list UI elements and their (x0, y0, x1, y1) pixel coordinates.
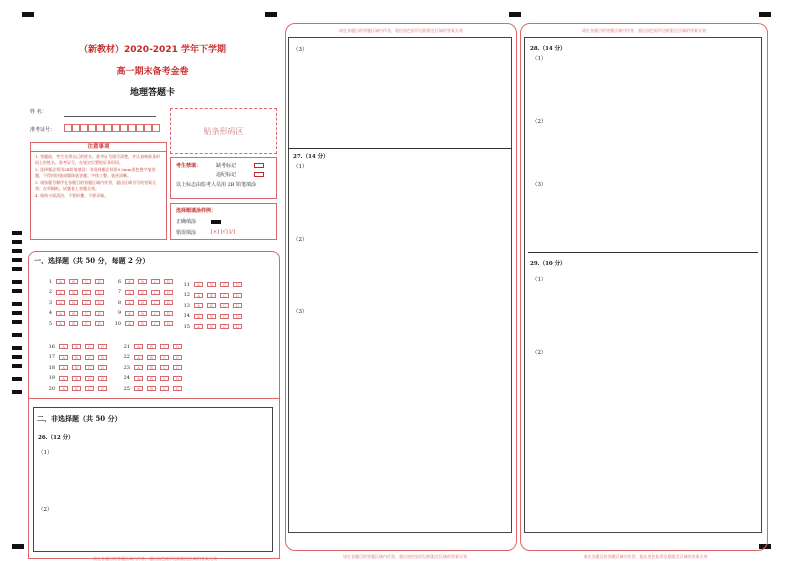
option-bubble-a[interactable]: A (59, 344, 68, 349)
forbid-note: 以上标志由监考人员用 2B 铅笔填涂 (176, 182, 257, 188)
footer-warning-right: 请在各题目的答题区域内作答，超出黑色矩形边框限定区域的答案无效 (583, 554, 708, 559)
option-bubble-a[interactable]: A (125, 311, 134, 316)
option-bubble-d[interactable]: D (164, 311, 173, 316)
option-bubble-c[interactable]: C (82, 279, 91, 284)
option-bubble-a[interactable]: A (59, 365, 68, 370)
option-bubble-d[interactable]: D (98, 376, 107, 381)
absent-label: 缺考标记 (216, 163, 237, 169)
notes-box (30, 142, 167, 240)
q29-part2-label: （2） (532, 350, 547, 356)
option-bubble-c[interactable]: C (82, 321, 91, 326)
exam-year-title: （新教材）2020-2021 学年下学期 (79, 45, 226, 55)
question-number: 23 (123, 364, 130, 371)
option-bubble-a[interactable]: A (125, 300, 134, 305)
question-number: 20 (48, 385, 55, 392)
option-bubble-b[interactable]: B (69, 300, 78, 305)
question-number: 10 (114, 320, 121, 327)
option-bubble-c[interactable]: C (160, 386, 169, 391)
option-bubble-a[interactable]: A (134, 355, 143, 360)
question-number: 16 (48, 343, 55, 350)
option-bubble-b[interactable]: B (207, 282, 216, 287)
absent-mark-box[interactable] (254, 163, 264, 168)
choice-question-7 (111, 289, 177, 296)
option-bubble-a[interactable]: A (56, 321, 65, 326)
option-bubble-b[interactable]: B (207, 303, 216, 308)
note-item: 4. 保持卡面清洁，不要折叠、不要弄破。 (35, 193, 109, 198)
corner-mark-top-left (22, 12, 34, 17)
choice-question-23 (120, 364, 186, 371)
option-bubble-c[interactable]: C (160, 376, 169, 381)
corner-mark-bottom-left (12, 544, 24, 549)
option-bubble-a[interactable]: A (125, 290, 134, 295)
option-bubble-b[interactable]: B (147, 376, 156, 381)
corner-mark-top-mid (265, 12, 277, 17)
middle-warning: 请在各题目的答题区域内作答，超出黑色矩形边框限定区域的答案无效 (339, 28, 463, 33)
option-bubble-d[interactable]: D (173, 386, 182, 391)
option-bubble-c[interactable]: C (151, 279, 160, 284)
choice-question-1 (42, 278, 108, 285)
option-bubble-a[interactable]: A (125, 321, 134, 326)
q27-part2-label: （2） (293, 237, 308, 243)
option-bubble-a[interactable]: A (194, 293, 203, 298)
q28-part3-label: （3） (532, 182, 547, 188)
right-answer-box[interactable] (524, 37, 762, 533)
note-item: 1. 答题前，考生先将自己的姓名、准考证号填写清楚，并认真核准条形码上的姓名、准考证号，在规定位置贴好条形码。 (35, 154, 161, 165)
option-bubble-c[interactable]: C (220, 293, 229, 298)
q26-part1-label: （1） (38, 450, 53, 456)
option-bubble-a[interactable]: A (56, 311, 65, 316)
q26-part3-label: （3） (293, 47, 308, 53)
option-bubble-c[interactable]: C (160, 365, 169, 370)
option-bubble-c[interactable]: C (85, 355, 94, 360)
choice-question-17 (45, 354, 111, 361)
option-bubble-a[interactable]: A (194, 303, 203, 308)
option-bubble-c[interactable]: C (151, 290, 160, 295)
q28-part2-label: （2） (532, 119, 547, 125)
choice-question-3 (42, 299, 108, 306)
option-bubble-b[interactable]: B (69, 290, 78, 295)
option-bubble-d[interactable]: D (98, 365, 107, 370)
question-number: 11 (183, 281, 190, 288)
option-bubble-c[interactable]: C (220, 303, 229, 308)
option-bubble-c[interactable]: C (151, 311, 160, 316)
question-number: 8 (117, 299, 121, 306)
choice-question-5 (42, 320, 108, 327)
question-number: 21 (123, 343, 130, 350)
sample-correct-fill (211, 220, 221, 224)
choice-question-8 (111, 299, 177, 306)
option-bubble-c[interactable]: C (220, 314, 229, 319)
option-bubble-b[interactable]: B (72, 344, 81, 349)
option-bubble-c[interactable]: C (82, 311, 91, 316)
option-bubble-a[interactable]: A (194, 314, 203, 319)
option-bubble-d[interactable]: D (173, 365, 182, 370)
option-bubble-d[interactable]: D (173, 344, 182, 349)
option-bubble-d[interactable]: D (95, 321, 104, 326)
option-bubble-b[interactable]: B (138, 279, 147, 284)
violation-label: 违纪标记 (216, 172, 237, 178)
option-bubble-b[interactable]: B (72, 355, 81, 360)
note-item: 2. 选择题必须用2B铅笔填涂；非选择题必须用0.5mm黑色签字笔答题，不得用铅笔或圆珠笔答题；字体工整、笔迹清晰。 (35, 167, 156, 178)
forbid-title: 考生禁填： (176, 163, 202, 169)
option-bubble-b[interactable]: B (147, 365, 156, 370)
middle-answer-box[interactable] (288, 37, 512, 533)
option-bubble-a[interactable]: A (56, 300, 65, 305)
option-bubble-c[interactable]: C (220, 282, 229, 287)
option-bubble-a[interactable]: A (59, 355, 68, 360)
sample-wrong-label: 错误填涂 (176, 230, 197, 236)
option-bubble-c[interactable]: C (85, 376, 94, 381)
exam-name-title: 高一期末备考金卷 (116, 67, 189, 77)
choice-question-4 (42, 310, 108, 317)
choice-question-9 (111, 310, 177, 317)
question-number: 9 (117, 310, 121, 316)
option-bubble-b[interactable]: B (207, 293, 216, 298)
question-number: 12 (183, 292, 190, 298)
option-bubble-c[interactable]: C (151, 321, 160, 326)
option-bubble-d[interactable]: D (233, 282, 242, 287)
question-number: 17 (48, 354, 55, 360)
option-bubble-c[interactable]: C (160, 355, 169, 360)
answer-sheet-title: 地理答题卡 (129, 88, 175, 98)
exam-id-label: 准考证号： (30, 127, 56, 133)
option-bubble-b[interactable]: B (72, 376, 81, 381)
question-number: 1 (48, 278, 52, 285)
q27-part3-label: （3） (293, 309, 308, 315)
option-bubble-d[interactable]: D (164, 321, 173, 326)
barcode-label: 贴条形码区 (203, 126, 244, 136)
choice-question-18 (45, 364, 111, 371)
choice-question-2 (42, 289, 108, 296)
exam-id-boxes[interactable] (64, 124, 164, 134)
option-bubble-c[interactable]: C (82, 290, 91, 295)
question-number: 5 (48, 320, 52, 327)
q28-part1-label: （1） (532, 56, 547, 62)
option-bubble-b[interactable]: B (147, 386, 156, 391)
sample-wrong-marks: [×] [√] [/] (211, 229, 235, 235)
q27-part1-label: （1） (293, 164, 308, 170)
notes-title: 注意事项 (31, 143, 166, 152)
question-number: 2 (48, 289, 52, 295)
choice-question-22 (120, 354, 186, 361)
option-bubble-c[interactable]: C (220, 324, 229, 329)
option-bubble-d[interactable]: D (95, 290, 104, 295)
question-number: 6 (117, 278, 121, 285)
corner-mark-top-mid2 (509, 12, 521, 17)
choice-question-16 (45, 343, 111, 350)
nonchoice-section-title: 二、非选择题（共 50 分） (37, 414, 122, 423)
option-bubble-a[interactable]: A (194, 282, 203, 287)
option-bubble-d[interactable]: D (233, 314, 242, 319)
option-bubble-d[interactable]: D (98, 386, 107, 391)
question-number: 25 (123, 385, 130, 392)
option-bubble-c[interactable]: C (160, 344, 169, 349)
q28-q29-divider (528, 252, 758, 253)
option-bubble-c[interactable]: C (82, 300, 91, 305)
q26-answer-box[interactable] (33, 407, 273, 552)
question-number: 24 (123, 375, 130, 381)
choice-question-12 (180, 292, 246, 299)
question-number: 3 (48, 299, 52, 306)
question-number: 19 (48, 375, 55, 381)
option-bubble-a[interactable]: A (125, 279, 134, 284)
option-bubble-b[interactable]: B (207, 314, 216, 319)
option-bubble-b[interactable]: B (147, 355, 156, 360)
option-bubble-b[interactable]: B (138, 290, 147, 295)
question-number: 13 (183, 302, 190, 309)
barcode-area (170, 108, 277, 154)
option-bubble-d[interactable]: D (173, 355, 182, 360)
q28-label: 28.（14 分） (530, 46, 566, 52)
q26-q27-divider (288, 148, 512, 149)
option-bubble-d[interactable]: D (164, 290, 173, 295)
option-bubble-c[interactable]: C (85, 386, 94, 391)
note-item: 3. 请按题号顺序在各题目的答题区域内作答，超出区域书写的答案无效；在草稿纸、试题卷上答题无效。 (35, 180, 157, 191)
choice-question-14 (180, 313, 246, 320)
choice-question-11 (180, 281, 246, 288)
option-bubble-d[interactable]: D (233, 303, 242, 308)
option-bubble-d[interactable]: D (95, 311, 104, 316)
q29-label: 29.（10 分） (530, 261, 566, 267)
option-bubble-d[interactable]: D (233, 293, 242, 298)
option-bubble-d[interactable]: D (164, 279, 173, 284)
option-bubble-b[interactable]: B (72, 386, 81, 391)
q27-label: 27.（14 分） (293, 154, 329, 160)
option-bubble-a[interactable]: A (134, 344, 143, 349)
q26-label: 26.（12 分） (38, 435, 74, 441)
option-bubble-d[interactable]: D (173, 376, 182, 381)
question-number: 14 (183, 313, 190, 319)
option-bubble-d[interactable]: D (98, 344, 107, 349)
choice-question-25 (120, 385, 186, 392)
option-bubble-d[interactable]: D (164, 300, 173, 305)
question-number: 4 (48, 310, 52, 316)
choice-question-21 (120, 343, 186, 350)
option-bubble-c[interactable]: C (151, 300, 160, 305)
option-bubble-b[interactable]: B (147, 344, 156, 349)
option-bubble-d[interactable]: D (233, 324, 242, 329)
choice-question-10 (111, 320, 177, 327)
option-bubble-b[interactable]: B (207, 324, 216, 329)
choice-question-19 (45, 375, 111, 382)
choice-question-6 (111, 278, 177, 285)
option-bubble-a[interactable]: A (194, 324, 203, 329)
q26-part2-label: （2） (38, 507, 53, 513)
name-label: 姓 名： (30, 109, 47, 115)
question-number: 15 (183, 323, 190, 330)
option-bubble-d[interactable]: D (95, 279, 104, 284)
choice-question-24 (120, 375, 186, 382)
option-bubble-a[interactable]: A (59, 376, 68, 381)
right-warning: 请在各题目的答题区域内作答，超出黑色矩形边框限定区域的答案无效 (582, 28, 706, 33)
option-bubble-b[interactable]: B (72, 365, 81, 370)
choice-section-title: 一、选择题（共 50 分，每题 2 分） (34, 256, 150, 265)
choice-question-15 (180, 323, 246, 330)
sample-correct-label: 正确填涂 (176, 219, 197, 225)
choice-question-13 (180, 302, 246, 309)
option-bubble-a[interactable]: A (59, 386, 68, 391)
fill-sample-box (170, 203, 277, 240)
option-bubble-a[interactable]: A (134, 386, 143, 391)
option-bubble-a[interactable]: A (56, 290, 65, 295)
option-bubble-b[interactable]: B (138, 300, 147, 305)
name-field-line[interactable] (64, 116, 156, 117)
option-bubble-b[interactable]: B (69, 279, 78, 284)
option-bubble-c[interactable]: C (85, 365, 94, 370)
option-bubble-a[interactable]: A (56, 279, 65, 284)
option-bubble-b[interactable]: B (138, 321, 147, 326)
sample-title: 选择题填涂样例： (176, 208, 217, 214)
option-bubble-d[interactable]: D (95, 300, 104, 305)
corner-mark-top-right (759, 12, 771, 17)
question-number: 7 (117, 289, 121, 295)
examiner-only-box (170, 157, 277, 199)
option-bubble-b[interactable]: B (69, 321, 78, 326)
question-number: 22 (123, 354, 130, 360)
option-bubble-a[interactable]: A (134, 365, 143, 370)
q29-part1-label: （1） (532, 277, 547, 283)
option-bubble-c[interactable]: C (85, 344, 94, 349)
choice-question-20 (45, 385, 111, 392)
option-bubble-a[interactable]: A (134, 376, 143, 381)
violation-mark-box[interactable] (254, 172, 264, 177)
footer-warning-mid: 请在各题目的答题区域内作答，超出黑色矩形边框限定区域的答案无效 (343, 554, 467, 559)
option-bubble-b[interactable]: B (138, 311, 147, 316)
option-bubble-b[interactable]: B (69, 311, 78, 316)
footer-warning-left: 请在各题目的答题区域内作答，超出黑色矩形边框限定区域的答案无效 (93, 556, 217, 561)
question-number: 18 (48, 364, 55, 371)
option-bubble-d[interactable]: D (98, 355, 107, 360)
